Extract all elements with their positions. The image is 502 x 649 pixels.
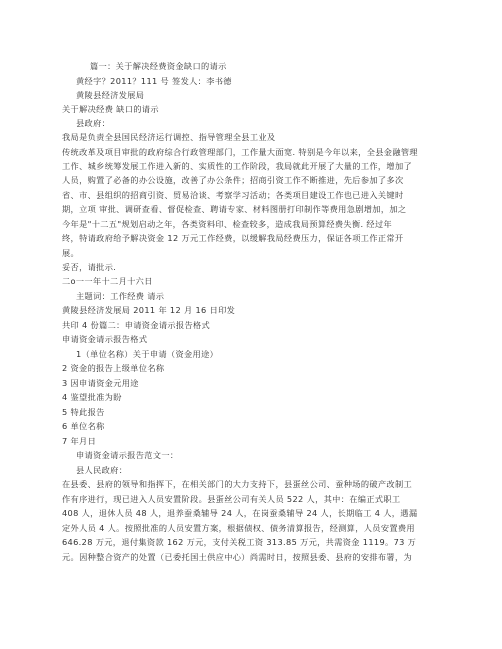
format-item: 3 因申请资金元用途 xyxy=(62,378,139,388)
closing-line: 妥否，请批示. xyxy=(62,262,117,272)
body-line: 人员，购置了必备的办公设施，改善了办公条件；招商引资工作不断推进，先后参加了多次 xyxy=(62,175,404,185)
format-item: 4 鉴望批准为盼 xyxy=(62,392,122,402)
format-item: 6 单位名称 xyxy=(62,421,105,431)
body-line: 省、市、县组织的招商引资、贸易洽谈、考察学习活动；各类项目建设工作也已进入关键时 xyxy=(62,190,404,200)
doc-title: 篇一：关于解决经费资金缺口的请示 xyxy=(90,61,227,71)
body-line: 在县委、县府的领导和指挥下，在相关部门的大力支持下，县蛋丝公司、蚕种场的破产改制工 xyxy=(62,479,413,489)
body-line: 408 人，退休人员 48 人，退养蚕桑辅导 24 人，在岗蚕桑辅导 24 人，长期临工 4 人，遇漏 xyxy=(62,508,418,518)
date-line: 二o一一年十二月十六日 xyxy=(62,276,153,286)
body-line: 传统改革及项目审批的政府综合行政管理部门，工作量大面宽. 特别是今年以来，全县金融管理 xyxy=(62,147,418,157)
format-item: 2 资金的报告上级单位名称 xyxy=(62,363,165,373)
body-line: 今年是"十二五"规划启动之年，各类资料印、检查较多，造成我局预算经费失衡. 经过年 xyxy=(62,219,393,229)
body-line: 展。 xyxy=(62,248,80,258)
addressee: 县政府： xyxy=(76,118,111,128)
body-line: 元。因种整合资产的处置（已委托国土供应中心）尚需时日，按照县委、县府的安排布署，为 xyxy=(62,552,413,562)
doc-reference-line: 黄经字？2011？111 号 签发人：李书德 xyxy=(76,76,232,86)
request-title: 关于解决经费 缺口的请示 xyxy=(62,104,159,114)
body-line: 定外人员 4 人。按照批准的人员安置方案，根据债权、债务清算报告，经测算，人员安置费用 xyxy=(62,523,415,533)
body-line: 作有序进行，现已进入人员安置阶段。县蛋丝公司有关人员 522 人，其中：在编正式职工 xyxy=(62,494,401,504)
issuing-agency: 黄陵县经济发展局 xyxy=(76,90,145,100)
format-item: 7 年月日 xyxy=(62,436,97,446)
body-line: 期，立项 审批、调研查看、督促检查、聘请专家、材料图册打印制作等费用急剧增加，加之 xyxy=(62,204,407,214)
body-line: 646.28 万元，退付集资款 162 万元，支付关税工资 313.85 万元，共需资金 1119。73 万 xyxy=(62,537,417,547)
body-line: 工作、城乡统筹发展工作进入新的、实质性的工作阶段，我局就此开展了大量的工作，增加了 xyxy=(62,161,413,171)
sample-heading: 申请资金请示报告范文一： xyxy=(76,450,179,460)
format-item: 5 特此报告 xyxy=(62,407,105,417)
body-line: 我局是负责全县国民经济运行调控、指导管理全县工业及 xyxy=(62,132,276,142)
format-item: 1（单位名称）关于申请（资金用途） xyxy=(76,349,219,359)
print-info: 黄陵县经济发展局 2011 年 12 月 16 日印发 xyxy=(62,305,236,315)
addressee: 县人民政府： xyxy=(76,465,128,475)
subject-keywords: 主题词：工作经费 请示 xyxy=(76,291,165,301)
body-line: 终，特请政府给予解决资金 12 万元工作经费，以缓解我局经费压力，保证各项工作正常开 xyxy=(62,233,404,243)
section-heading: 申请资金请示报告格式 xyxy=(62,334,148,344)
copies-line: 共印 4 份篇二：申请资金请示报告格式 xyxy=(62,320,211,330)
